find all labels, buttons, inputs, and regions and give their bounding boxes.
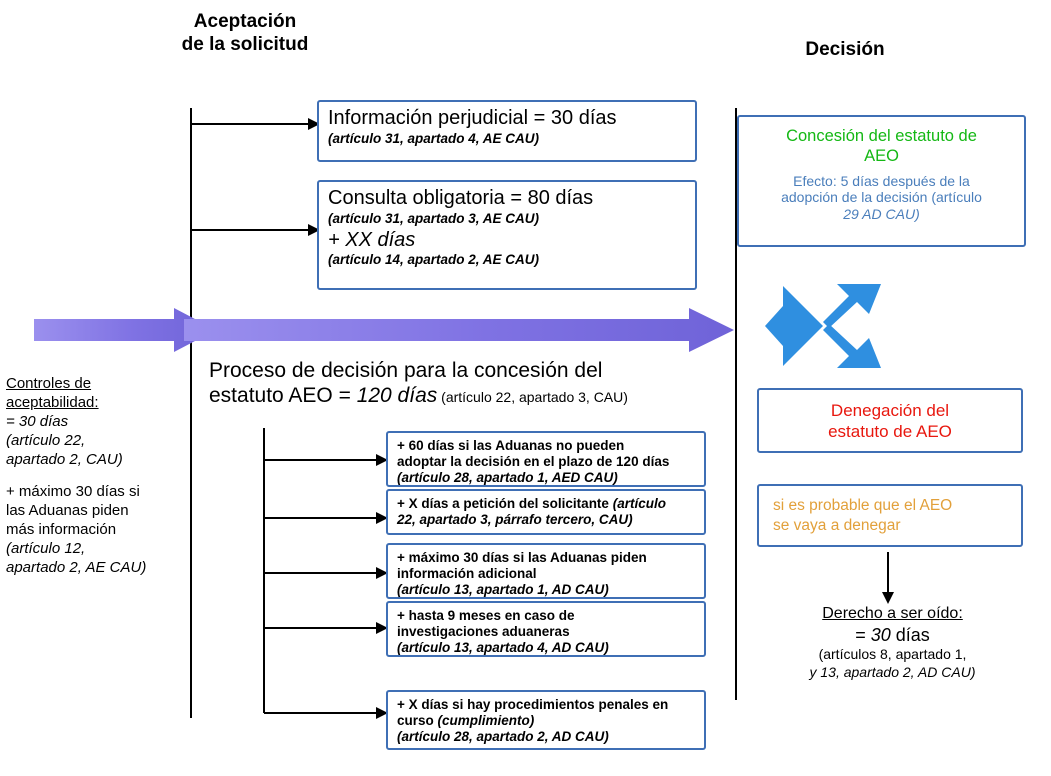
box-max-30-dias-line2: información adicional — [397, 565, 537, 581]
box-concesion-title-line1: Concesión del estatuto de — [786, 127, 977, 145]
box-9-meses-ref: (artículo 13, apartado 4, AD CAU) — [397, 639, 609, 655]
box-probable-denegar — [757, 484, 1023, 547]
box-max-30-dias-ref: (artículo 13, apartado 1, AD CAU) — [397, 581, 609, 597]
box-denegacion-line1: Denegación del — [830, 401, 950, 420]
main-process-arrow — [34, 306, 734, 354]
box-denegacion-estatuto — [757, 388, 1023, 453]
box-9-meses — [386, 601, 706, 657]
box-informacion-perjudicial-ref: (artículo 31, apartado 4, AE CAU) — [328, 130, 540, 146]
left-note-max30-line2: las Aduanas piden — [6, 502, 129, 520]
header-aceptacion-line1: Aceptación — [193, 11, 297, 32]
left-note-max30-line1: + máximo 30 días si — [6, 483, 140, 501]
derecho-oido-dias: días — [890, 624, 930, 645]
header-aceptacion-line2: de la solicitud — [181, 34, 309, 56]
left-note-ref3: (artículo 12, — [6, 540, 86, 558]
derecho-oido-num: 30 — [870, 624, 891, 645]
box-concesion-sub-line3: 29 AD CAU) — [843, 206, 920, 223]
box-procedimientos-penales-line2-ital: (cumplimiento) — [437, 712, 535, 728]
box-concesion-sub-line2: adopción de la decisión (artículo — [781, 189, 982, 206]
box-x-dias-peticion — [386, 489, 706, 535]
arrow-to-info-perjudicial — [190, 112, 320, 134]
box-procedimientos-penales-line2: curso — [397, 712, 434, 728]
box-probable-denegar-line1: si es probable que el AEO — [773, 497, 953, 514]
box-60-dias-ref: (artículo 28, apartado 1, AED CAU) — [397, 469, 618, 485]
arrow-to-derecho-oido — [879, 552, 897, 604]
box-procedimientos-penales-line1: + X días si hay procedimientos penales en — [397, 697, 669, 712]
left-note-30dias: = 30 días — [6, 412, 69, 430]
left-note-ref2: apartado 2, CAU) — [6, 450, 123, 468]
box-procedimientos-penales-ref: (artículo 28, apartado 2, AD CAU) — [397, 728, 609, 744]
box-probable-denegar-line2: se vaya a denegar — [773, 517, 901, 535]
box-concesion-title-line2: AEO — [864, 146, 899, 165]
box-60-dias-line1: + 60 días si las Aduanas no pueden — [397, 438, 625, 453]
box-consulta-obligatoria-ref: (artículo 31, apartado 3, AE CAU) — [328, 210, 540, 226]
arrow-to-consulta-obligatoria — [190, 218, 320, 240]
derecho-oido-title: Derecho a ser oído: — [822, 605, 963, 622]
derecho-oido-eq: = — [855, 624, 871, 645]
box-x-dias-peticion-ref-b: 22, apartado 3, párrafo tercero, CAU) — [397, 511, 633, 527]
box-60-dias — [386, 431, 706, 487]
split-decision-arrow — [763, 282, 883, 370]
bottom-connector-arrows — [262, 428, 390, 728]
box-consulta-obligatoria — [317, 180, 697, 290]
derecho-oido-ref1: (artículos 8, apartado 1, — [818, 646, 967, 663]
process-decision-line2a: estatuto AEO = — [209, 384, 357, 408]
header-decision: Decisión — [805, 39, 885, 60]
box-consulta-obligatoria-extra-ref: (artículo 14, apartado 2, AE CAU) — [328, 252, 540, 268]
box-concesion-sub-line1: Efecto: 5 días después de la — [793, 172, 970, 189]
box-concesion-estatuto — [737, 115, 1026, 247]
left-note-ref1: (artículo 22, — [6, 431, 86, 449]
left-note-acceptability — [6, 375, 196, 578]
box-consulta-obligatoria-extra: + XX días — [328, 228, 416, 251]
box-procedimientos-penales — [386, 690, 706, 750]
box-x-dias-peticion-ref-a: (artículo — [612, 496, 666, 511]
left-note-max30-line3: más información — [6, 521, 117, 539]
box-max-30-dias-line1: + máximo 30 días si las Aduanas piden — [397, 550, 647, 565]
left-note-title-line1: Controles de — [6, 375, 92, 392]
box-9-meses-line2: investigaciones aduaneras — [397, 623, 570, 639]
box-60-dias-line2: adoptar la decisión en el plazo de 120 días — [397, 453, 670, 469]
process-decision-text — [209, 358, 749, 408]
left-note-title-line2: aceptabilidad: — [6, 393, 99, 411]
derecho-oido-ref2: y 13, apartado 2, AD CAU) — [809, 663, 976, 680]
left-note-ref4: apartado 2, AE CAU) — [6, 559, 147, 577]
box-x-dias-peticion-line1: + X días a petición del solicitante — [397, 496, 609, 511]
header-aceptacion — [120, 10, 370, 56]
process-decision-ref: (artículo 22, apartado 3, CAU) — [437, 389, 628, 406]
box-consulta-obligatoria-title: Consulta obligatoria = 80 días — [328, 187, 594, 209]
box-9-meses-line1: + hasta 9 meses en caso de — [397, 608, 575, 623]
box-informacion-perjudicial-title: Información perjudicial = 30 días — [328, 107, 617, 129]
box-informacion-perjudicial — [317, 100, 697, 162]
process-decision-line1: Proceso de decisión para la concesión del — [209, 359, 603, 382]
text-derecho-ser-oido — [755, 604, 1030, 681]
process-decision-days: 120 días — [356, 384, 438, 408]
box-denegacion-line2: estatuto de AEO — [828, 422, 952, 442]
box-max-30-dias-adicional — [386, 543, 706, 599]
